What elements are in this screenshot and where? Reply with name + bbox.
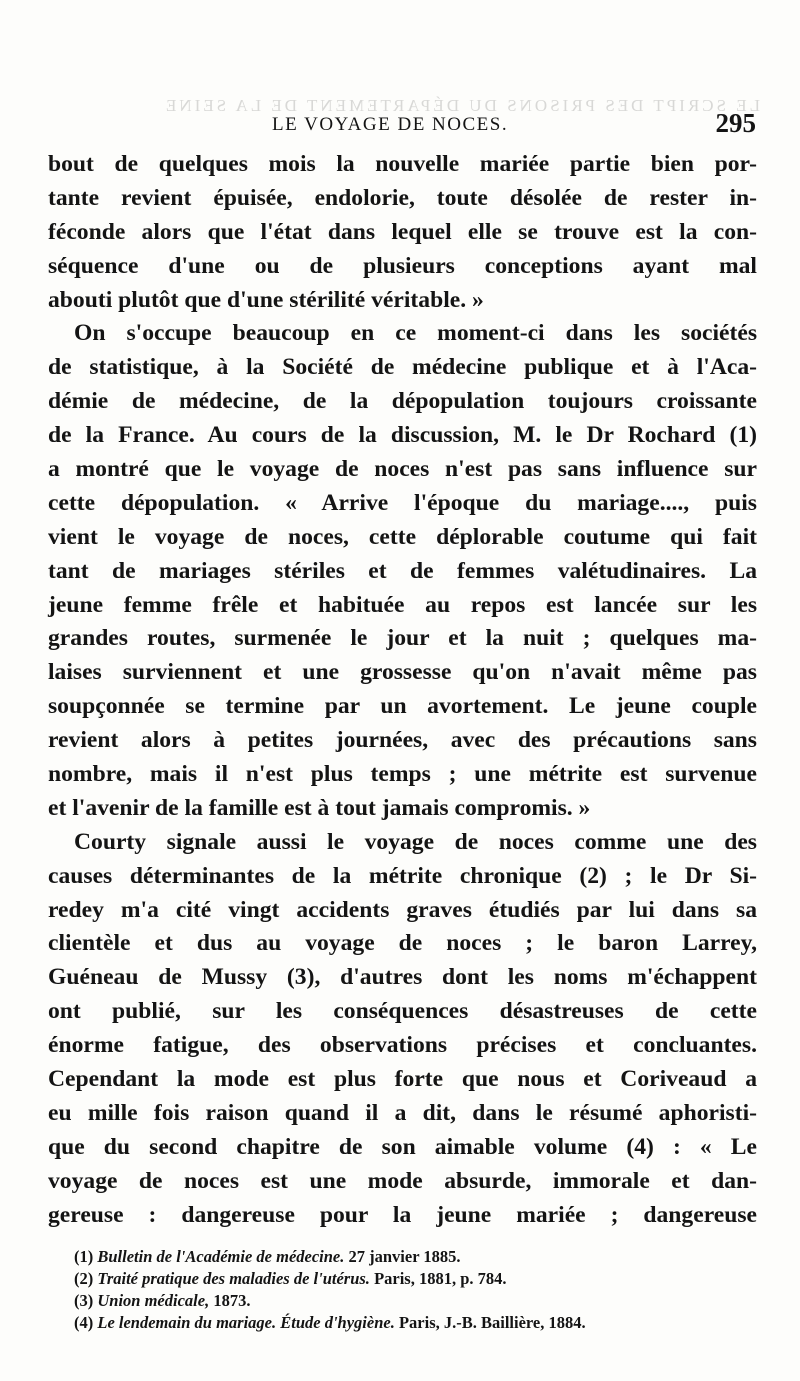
text-line: de statistique, à la Société de médecine publique et à l'Aca- (48, 354, 757, 381)
text-line: jeune femme frêle et habituée au repos est lancée sur les (48, 591, 757, 618)
text-line: démie de médecine, de la dépopulation toujours croissante (48, 388, 757, 415)
footnote (74, 1246, 764, 1268)
body-text (48, 148, 757, 1233)
text-line: et l'avenir de la famille est à tout jamais compromis. » (48, 794, 591, 821)
text-line: féconde alors que l'état dans lequel elle se trouve est la con- (48, 218, 757, 245)
text-line: vient le voyage de noces, cette déplorable coutume qui fait (48, 523, 757, 550)
text-line: abouti plutôt que d'une stérilité véritable. » (48, 286, 484, 313)
text-line: eu mille fois raison quand il a dit, dans le résumé aphoristi- (48, 1099, 757, 1126)
text-line: tante revient épuisée, endolorie, toute désolée de rester in- (48, 184, 757, 211)
footnotes (74, 1246, 764, 1334)
footnote (74, 1268, 764, 1290)
text-line: énorme fatigue, des observations précises et concluantes. (48, 1032, 757, 1059)
text-line: gereuse : dangereuse pour la jeune mariée ; dangereuse (48, 1201, 757, 1228)
text-line: grandes routes, surmenée le jour et la nuit ; quelques ma- (48, 625, 757, 652)
show-through-text: LE SCRIPT DES PRISONS DU DÉPARTEMENT DE LA SEINE (163, 96, 760, 115)
text-line: redey m'a cité vingt accidents graves étudiés par lui dans sa (48, 896, 757, 923)
footnote-title: Union médicale, (97, 1291, 210, 1310)
footnote-number: (1) (74, 1247, 94, 1266)
footnote (74, 1312, 764, 1334)
text-line: Guéneau de Mussy (3), d'autres dont les noms m'échappent (48, 964, 757, 991)
text-line: causes déterminantes de la métrite chronique (2) ; le Dr Si- (48, 862, 757, 889)
footnote-title: Le lendemain du mariage. Étude d'hygiène. (97, 1313, 395, 1332)
footnote-number: (4) (74, 1313, 94, 1332)
footnote-detail: 27 janvier 1885. (344, 1247, 461, 1266)
text-line: voyage de noces est une mode absurde, immorale et dan- (48, 1167, 757, 1194)
paragraph-start-line: On s'occupe beaucoup en ce moment-ci dans les sociétés (74, 320, 757, 347)
text-line: Cependant la mode est plus forte que nous et Coriveaud a (48, 1066, 757, 1093)
text-line: nombre, mais il n'est plus temps ; une métrite est survenue (48, 761, 757, 788)
text-line: soupçonnée se termine par un avortement. Le jeune couple (48, 693, 757, 720)
text-line: revient alors à petites journées, avec des précautions sans (48, 727, 757, 754)
text-line: de la France. Au cours de la discussion, M. le Dr Rochard (1) (48, 422, 757, 449)
text-line: a montré que le voyage de noces n'est pas sans influence sur (48, 456, 757, 483)
text-line: cette dépopulation. « Arrive l'époque du mariage...., puis (48, 489, 757, 516)
text-line: séquence d'une ou de plusieurs conceptions ayant mal (48, 252, 757, 279)
running-header (48, 108, 758, 142)
footnote-title: Bulletin de l'Académie de médecine. (97, 1247, 345, 1266)
footnote-number: (2) (74, 1269, 94, 1288)
footnote-number: (3) (74, 1291, 94, 1310)
paragraph-start-line: Courty signale aussi le voyage de noces comme une des (74, 828, 757, 855)
text-line: laises surviennent et une grossesse qu'on n'avait même pas (48, 659, 757, 686)
footnote-detail: 1873. (209, 1291, 251, 1310)
text-line: tant de mariages stériles et de femmes valétudinaires. La (48, 557, 757, 584)
text-line: ont publié, sur les conséquences désastreuses de cette (48, 998, 757, 1025)
footnote-title: Traité pratique des maladies de l'utérus. (97, 1269, 370, 1288)
text-line: que du second chapitre de son aimable volume (4) : « Le (48, 1133, 757, 1160)
footnote-detail: Paris, 1881, p. 784. (369, 1269, 507, 1288)
page-number: 295 (715, 108, 756, 138)
text-line: clientèle et dus au voyage de noces ; le baron Larrey, (48, 930, 757, 957)
text-line: bout de quelques mois la nouvelle mariée partie bien por- (48, 151, 757, 177)
running-title: LE VOYAGE DE NOCES. (272, 114, 509, 135)
footnote-detail: Paris, J.-B. Baillière, 1884. (394, 1313, 586, 1332)
footnote (74, 1290, 764, 1312)
